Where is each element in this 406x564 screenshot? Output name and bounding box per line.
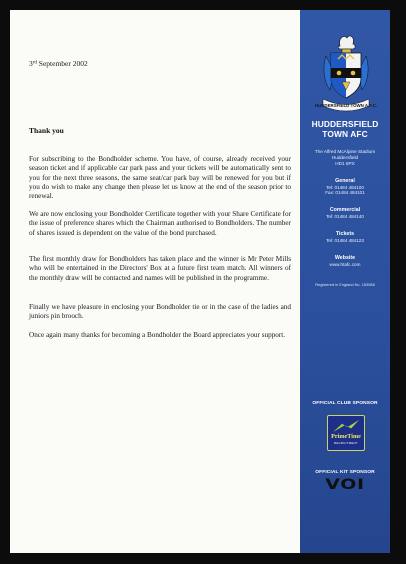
contact-general — [300, 178, 390, 196]
voi-logo: VOI — [325, 477, 365, 493]
club-sidebar — [300, 10, 390, 553]
primetime-name: PrimeTime — [331, 433, 361, 440]
date-day: 3 — [29, 59, 33, 68]
letter-page — [10, 10, 390, 553]
letter-date — [29, 59, 88, 68]
contact-tickets — [300, 231, 390, 243]
letter-greeting: Thank you — [29, 126, 64, 135]
club-name-line1: HUDDERSFIELD — [311, 119, 379, 129]
tickets-heading: Tickets — [335, 231, 355, 237]
contact-commercial — [300, 207, 390, 219]
primetime-sub: RECRUITMENT — [334, 441, 358, 445]
paragraph-monthly-draw: The first monthly draw for Bondholders has taken place and the winner is Mr Peter Mills who will be entertained in the Directors' Box at a future first team match. All winners of the monthly draw will be contacted and names will be published in the programme. — [29, 255, 291, 282]
crest-motto: HUDDERSFIELD TOWN A.F.C. — [314, 103, 378, 109]
commercial-tel: Tel: 01484 484140 — [326, 213, 364, 219]
contact-website — [300, 255, 390, 267]
website-heading: Website — [334, 255, 356, 261]
paragraph-thanks: Once again many thanks for becoming a Bondholder the Board appreciates your support. — [29, 331, 286, 339]
primetime-flash-icon — [333, 420, 359, 432]
paragraph-subscription: For subscribing to the Bondholder scheme. You have, of course, already received your season ticket and if applicable car park pass and your tickets will be automatically sent to you for the next three seasons, the same seat/car park bay will be renewed for you but if you do wish to make any change then please let us know at the end of the season prior to renewal. — [29, 155, 291, 201]
kit-sponsor-title: OFFICIAL KIT SPONSOR — [315, 470, 375, 475]
company-registration: Registered in England No. 153988 — [315, 282, 375, 287]
paragraph-certificates: We are now enclosing your Bondholder Certificate together with your Share Certificate for the issue of preference shares which the Chairman authorised to Bondholders. The number of shares issued is dependent on the value of the bond purchased. — [29, 210, 291, 237]
website-url: www.htafc.com — [329, 261, 361, 267]
date-month-year: September 2002 — [38, 59, 88, 68]
paragraph-tie: Finally we have pleasure in enclosing your Bondholder tie or in the case of the ladies and juniors pin brooch. — [29, 303, 291, 321]
club-address — [300, 149, 390, 168]
tickets-tel: Tel: 01484 484123 — [326, 237, 364, 243]
club-sponsor-title: OFFICIAL CLUB SPONSOR — [312, 401, 378, 406]
date-suffix: rd — [32, 60, 37, 66]
general-tel: Tel: 01484 484100 — [326, 184, 364, 190]
club-name-line2: TOWN AFC — [322, 129, 368, 139]
commercial-heading: Commercial — [329, 207, 361, 213]
address-postcode: HD1 6PX — [335, 161, 355, 167]
general-heading: General — [335, 178, 355, 184]
club-name — [300, 119, 390, 139]
primetime-logo — [327, 415, 365, 451]
general-fax: Fax: 01484 484101 — [325, 190, 365, 196]
club-crest-icon — [314, 32, 378, 114]
address-town: Huddersfield — [331, 155, 359, 161]
address-stadium: The Alfred McAlpine Stadium — [314, 149, 376, 154]
